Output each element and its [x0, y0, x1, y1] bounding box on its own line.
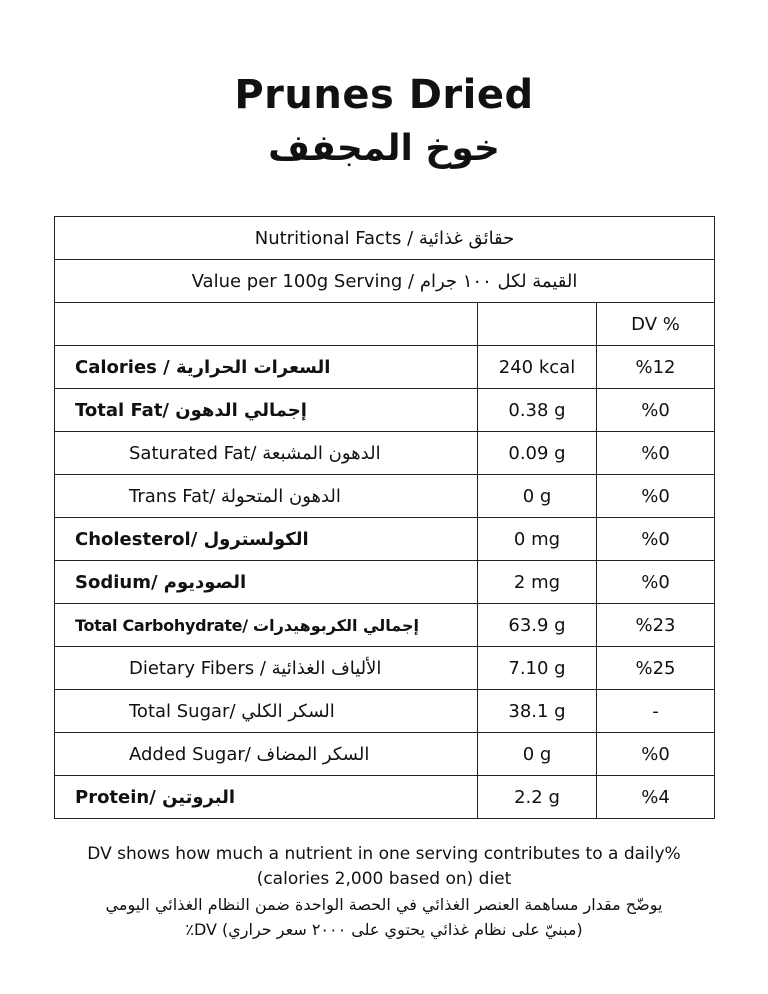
nutrient-value: 0.38 g: [478, 389, 597, 432]
serving-size: Value per 100g Serving / القيمة لكل ١٠٠ جرام: [55, 260, 715, 303]
nutrient-dv: %0: [597, 733, 715, 776]
nutrient-dv: %0: [597, 432, 715, 475]
nutrient-value: 0 g: [478, 733, 597, 776]
dv-footnote: [30, 842, 738, 942]
nutrient-dv: %0: [597, 561, 715, 604]
nutrient-label: Sodium/ الصوديوم: [55, 561, 478, 604]
serving-row: [55, 260, 715, 303]
nutrient-dv: %25: [597, 647, 715, 690]
header-empty-value: [478, 303, 597, 346]
nutrient-label: Total Fat/ إجمالي الدهون: [55, 389, 478, 432]
nutrition-facts-table: [54, 216, 715, 819]
dv-header: DV %: [597, 303, 715, 346]
nutrient-label: Total Sugar/ السكر الكلي: [55, 690, 478, 733]
table-row: [55, 389, 715, 432]
nutrient-value: 2 mg: [478, 561, 597, 604]
nutrient-value: 0 g: [478, 475, 597, 518]
table-heading-row: [55, 217, 715, 260]
table-row: [55, 346, 715, 389]
nutrient-label: Calories / السعرات الحرارية: [55, 346, 478, 389]
table-row: [55, 776, 715, 819]
table-row: [55, 690, 715, 733]
nutrient-value: 0.09 g: [478, 432, 597, 475]
footnote-english-line-1: DV shows how much a nutrient in one serving contributes to a daily%: [87, 844, 681, 864]
nutrient-value: 240 kcal: [478, 346, 597, 389]
header-empty-label: [55, 303, 478, 346]
nutrient-label: Dietary Fibers / الألياف الغذائية: [55, 647, 478, 690]
nutrient-value: 38.1 g: [478, 690, 597, 733]
table-row: [55, 518, 715, 561]
table-row: [55, 561, 715, 604]
nutrient-label: Total Carbohydrate/ إجمالي الكربوهيدرات: [55, 604, 478, 647]
product-title-arabic: خوخ المجفف: [268, 128, 500, 169]
nutrient-label: Saturated Fat/ الدهون المشبعة: [55, 432, 478, 475]
nutrient-dv: %0: [597, 518, 715, 561]
column-header-row: [55, 303, 715, 346]
nutrient-value: 0 mg: [478, 518, 597, 561]
nutrient-dv: -: [597, 690, 715, 733]
nutrient-label: Cholesterol/ الكولسترول: [55, 518, 478, 561]
table-heading: Nutritional Facts / حقائق غذائية: [55, 217, 715, 260]
nutrient-dv: %12: [597, 346, 715, 389]
table-row: [55, 733, 715, 776]
footnote-arabic-line-2: (مبنيّ على نظام غذائي يحتوي على ٢٠٠٠ سعر حراري) DV٪: [185, 920, 583, 939]
nutrient-label: Added Sugar/ السكر المضاف: [55, 733, 478, 776]
product-title-english: Prunes Dried: [234, 72, 534, 118]
nutrient-dv: %4: [597, 776, 715, 819]
nutrient-value: 7.10 g: [478, 647, 597, 690]
table-row: [55, 432, 715, 475]
nutrient-value: 63.9 g: [478, 604, 597, 647]
footnote-arabic-line-1: يوضّح مقدار مساهمة العنصر الغذائي في الحصة الواحدة ضمن النظام الغذائي اليومي: [105, 895, 663, 914]
footnote-english-line-2: (calories 2,000 based on) diet: [256, 869, 512, 889]
nutrient-label: Protein/ البروتين: [55, 776, 478, 819]
nutrient-value: 2.2 g: [478, 776, 597, 819]
table-row: [55, 647, 715, 690]
nutrient-dv: %23: [597, 604, 715, 647]
nutrient-dv: %0: [597, 475, 715, 518]
table-row: [55, 604, 715, 647]
nutrient-dv: %0: [597, 389, 715, 432]
table-row: [55, 475, 715, 518]
nutrient-label: Trans Fat/ الدهون المتحولة: [55, 475, 478, 518]
